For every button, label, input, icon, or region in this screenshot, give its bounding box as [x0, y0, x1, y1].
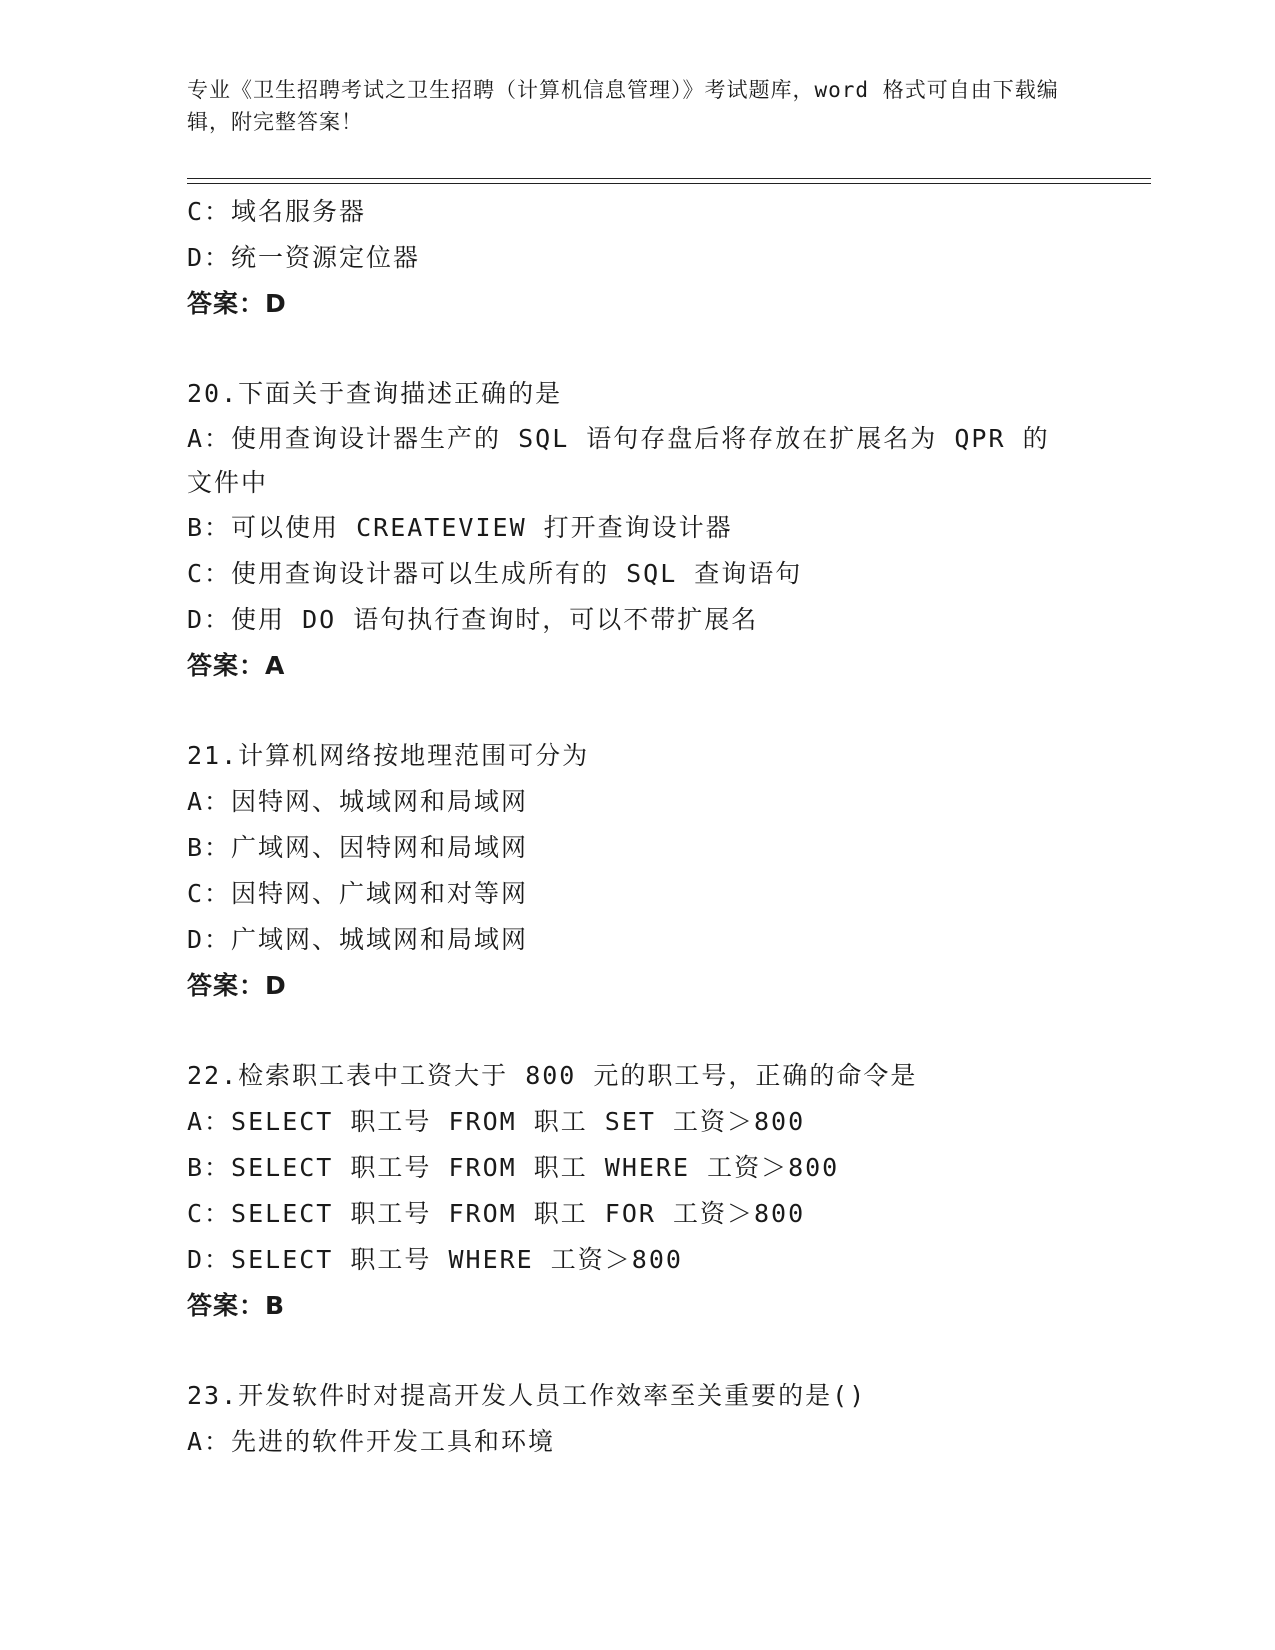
option-d: D：使用 DO 语句执行查询时，可以不带扩展名	[187, 605, 759, 634]
spacer	[187, 1009, 1087, 1053]
spacer	[187, 689, 1087, 733]
header-rule-bottom	[187, 183, 1151, 184]
question-21	[187, 733, 1087, 1009]
option-a: A：使用查询设计器生产的 SQL 语句存盘后将存放在扩展名为 QPR 的文件中	[187, 424, 1050, 497]
question-fragment	[187, 189, 1087, 327]
option-b: B：可以使用 CREATEVIEW 打开查询设计器	[187, 513, 733, 542]
option-b: B：SELECT 职工号 FROM 职工 WHERE 工资＞800	[187, 1153, 840, 1182]
option-c: C：SELECT 职工号 FROM 职工 FOR 工资＞800	[187, 1199, 806, 1228]
question-20	[187, 371, 1087, 689]
question-title: 21.计算机网络按地理范围可分为	[187, 741, 590, 770]
option-c: C：使用查询设计器可以生成所有的 SQL 查询语句	[187, 559, 803, 588]
option-d: D：SELECT 职工号 WHERE 工资＞800	[187, 1245, 683, 1274]
answer-line: 答案：D	[187, 289, 287, 318]
option-d: D：广域网、城域网和局域网	[187, 925, 529, 954]
answer-line: 答案：D	[187, 971, 287, 1000]
option-a: A：因特网、城域网和局域网	[187, 787, 529, 816]
spacer	[187, 327, 1087, 371]
option-c: C：域名服务器	[187, 197, 367, 226]
question-title: 23.开发软件时对提高开发人员工作效率至关重要的是()	[187, 1381, 867, 1410]
document-header: 专业《卫生招聘考试之卫生招聘（计算机信息管理）》考试题库，word 格式可自由下载编辑，附完整答案！	[187, 78, 1059, 134]
answer-line: 答案：A	[187, 651, 286, 680]
question-23	[187, 1373, 1087, 1465]
option-c: C：因特网、广域网和对等网	[187, 879, 529, 908]
question-title: 22.检索职工表中工资大于 800 元的职工号，正确的命令是	[187, 1061, 918, 1090]
option-a: A：SELECT 职工号 FROM 职工 SET 工资＞800	[187, 1107, 806, 1136]
question-22	[187, 1053, 1087, 1329]
question-content	[187, 189, 1087, 1465]
option-b: B：广域网、因特网和局域网	[187, 833, 529, 862]
answer-line: 答案：B	[187, 1291, 286, 1320]
option-a: A：先进的软件开发工具和环境	[187, 1427, 556, 1456]
option-d: D：统一资源定位器	[187, 243, 421, 272]
question-title: 20.下面关于查询描述正确的是	[187, 379, 563, 408]
header-rule-top	[187, 178, 1151, 179]
spacer	[187, 1329, 1087, 1373]
